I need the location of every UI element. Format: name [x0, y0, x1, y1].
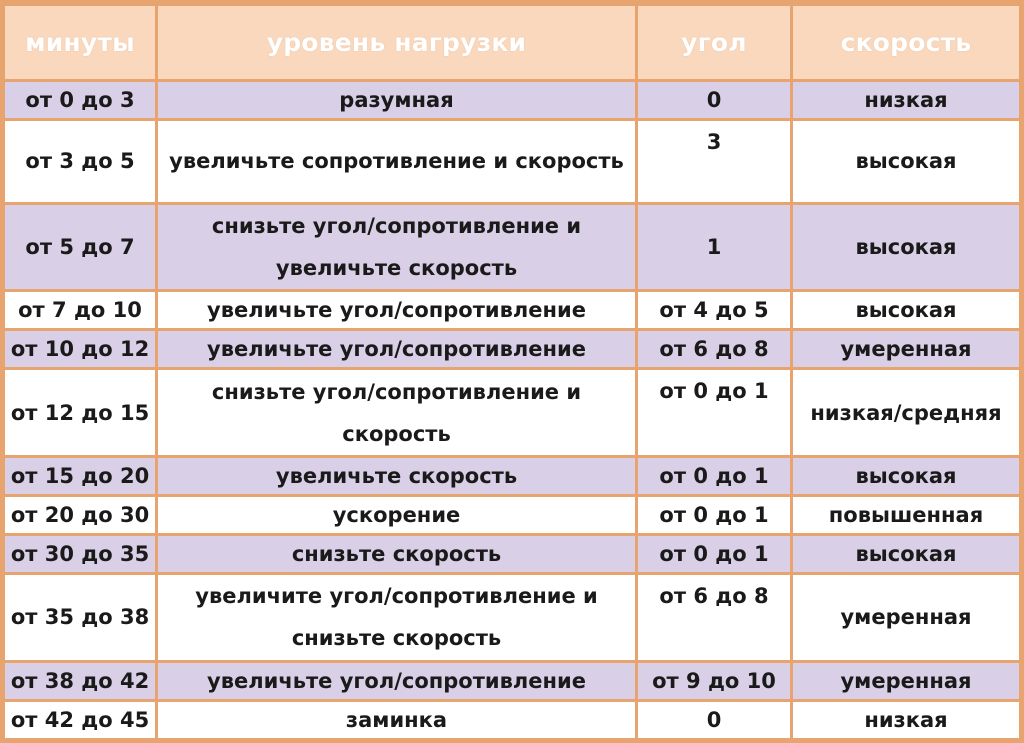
- cell-angle: от 0 до 1: [638, 370, 790, 454]
- cell-speed: высокая: [793, 121, 1019, 201]
- cell-angle: 3: [638, 121, 790, 201]
- table-row: [5, 536, 1019, 572]
- cell-minutes: от 35 до 38: [5, 575, 155, 659]
- cell-angle: от 0 до 1: [638, 458, 790, 494]
- table-row: [5, 205, 1019, 289]
- table-row: [5, 370, 1019, 454]
- cell-speed: высокая: [793, 458, 1019, 494]
- cell-load: снизьте скорость: [158, 536, 635, 572]
- cell-load: разумная: [158, 82, 635, 118]
- table-row: [5, 497, 1019, 533]
- cell-minutes: от 15 до 20: [5, 458, 155, 494]
- cell-minutes: от 30 до 35: [5, 536, 155, 572]
- cell-angle: от 0 до 1: [638, 497, 790, 533]
- cell-load: увеличите угол/сопротивление и снизьте скорость: [158, 575, 635, 659]
- cell-speed: высокая: [793, 292, 1019, 328]
- cell-load: снизьте угол/сопротивление и увеличьте скорость: [158, 205, 635, 289]
- table-row: [5, 663, 1019, 699]
- cell-angle: от 6 до 8: [638, 575, 790, 659]
- workout-table: [2, 3, 1022, 741]
- cell-speed: повышенная: [793, 497, 1019, 533]
- cell-angle: от 4 до 5: [638, 292, 790, 328]
- cell-speed: высокая: [793, 536, 1019, 572]
- cell-minutes: от 0 до 3: [5, 82, 155, 118]
- table-row: [5, 292, 1019, 328]
- cell-minutes: от 38 до 42: [5, 663, 155, 699]
- cell-minutes: от 7 до 10: [5, 292, 155, 328]
- header-speed: скорость: [793, 6, 1019, 79]
- cell-load: заминка: [158, 702, 635, 738]
- cell-speed: высокая: [793, 205, 1019, 289]
- header-minutes: минуты: [5, 6, 155, 79]
- cell-speed: умеренная: [793, 575, 1019, 659]
- cell-angle: 0: [638, 702, 790, 738]
- cell-speed: умеренная: [793, 331, 1019, 367]
- cell-load: увеличьте угол/сопротивление: [158, 663, 635, 699]
- table-row: [5, 121, 1019, 201]
- table-row: [5, 458, 1019, 494]
- cell-minutes: от 20 до 30: [5, 497, 155, 533]
- table-row: [5, 82, 1019, 118]
- header-load: уровень нагрузки: [158, 6, 635, 79]
- cell-speed: умеренная: [793, 663, 1019, 699]
- cell-load: увеличьте сопротивление и скорость: [158, 121, 635, 201]
- header-angle: угол: [638, 6, 790, 79]
- cell-load: снизьте угол/сопротивление и скорость: [158, 370, 635, 454]
- table-row: [5, 575, 1019, 659]
- cell-angle: от 0 до 1: [638, 536, 790, 572]
- cell-angle: 0: [638, 82, 790, 118]
- header-row: [5, 6, 1019, 79]
- cell-minutes: от 3 до 5: [5, 121, 155, 201]
- table-row: [5, 331, 1019, 367]
- cell-angle: 1: [638, 205, 790, 289]
- cell-minutes: от 5 до 7: [5, 205, 155, 289]
- cell-load: увеличьте угол/сопротивление: [158, 292, 635, 328]
- cell-minutes: от 42 до 45: [5, 702, 155, 738]
- cell-angle: от 6 до 8: [638, 331, 790, 367]
- cell-load: ускорение: [158, 497, 635, 533]
- cell-speed: низкая/средняя: [793, 370, 1019, 454]
- cell-speed: низкая: [793, 702, 1019, 738]
- cell-speed: низкая: [793, 82, 1019, 118]
- table-row: [5, 702, 1019, 738]
- cell-minutes: от 10 до 12: [5, 331, 155, 367]
- cell-load: увеличьте угол/сопротивление: [158, 331, 635, 367]
- cell-angle: от 9 до 10: [638, 663, 790, 699]
- cell-minutes: от 12 до 15: [5, 370, 155, 454]
- cell-load: увеличьте скорость: [158, 458, 635, 494]
